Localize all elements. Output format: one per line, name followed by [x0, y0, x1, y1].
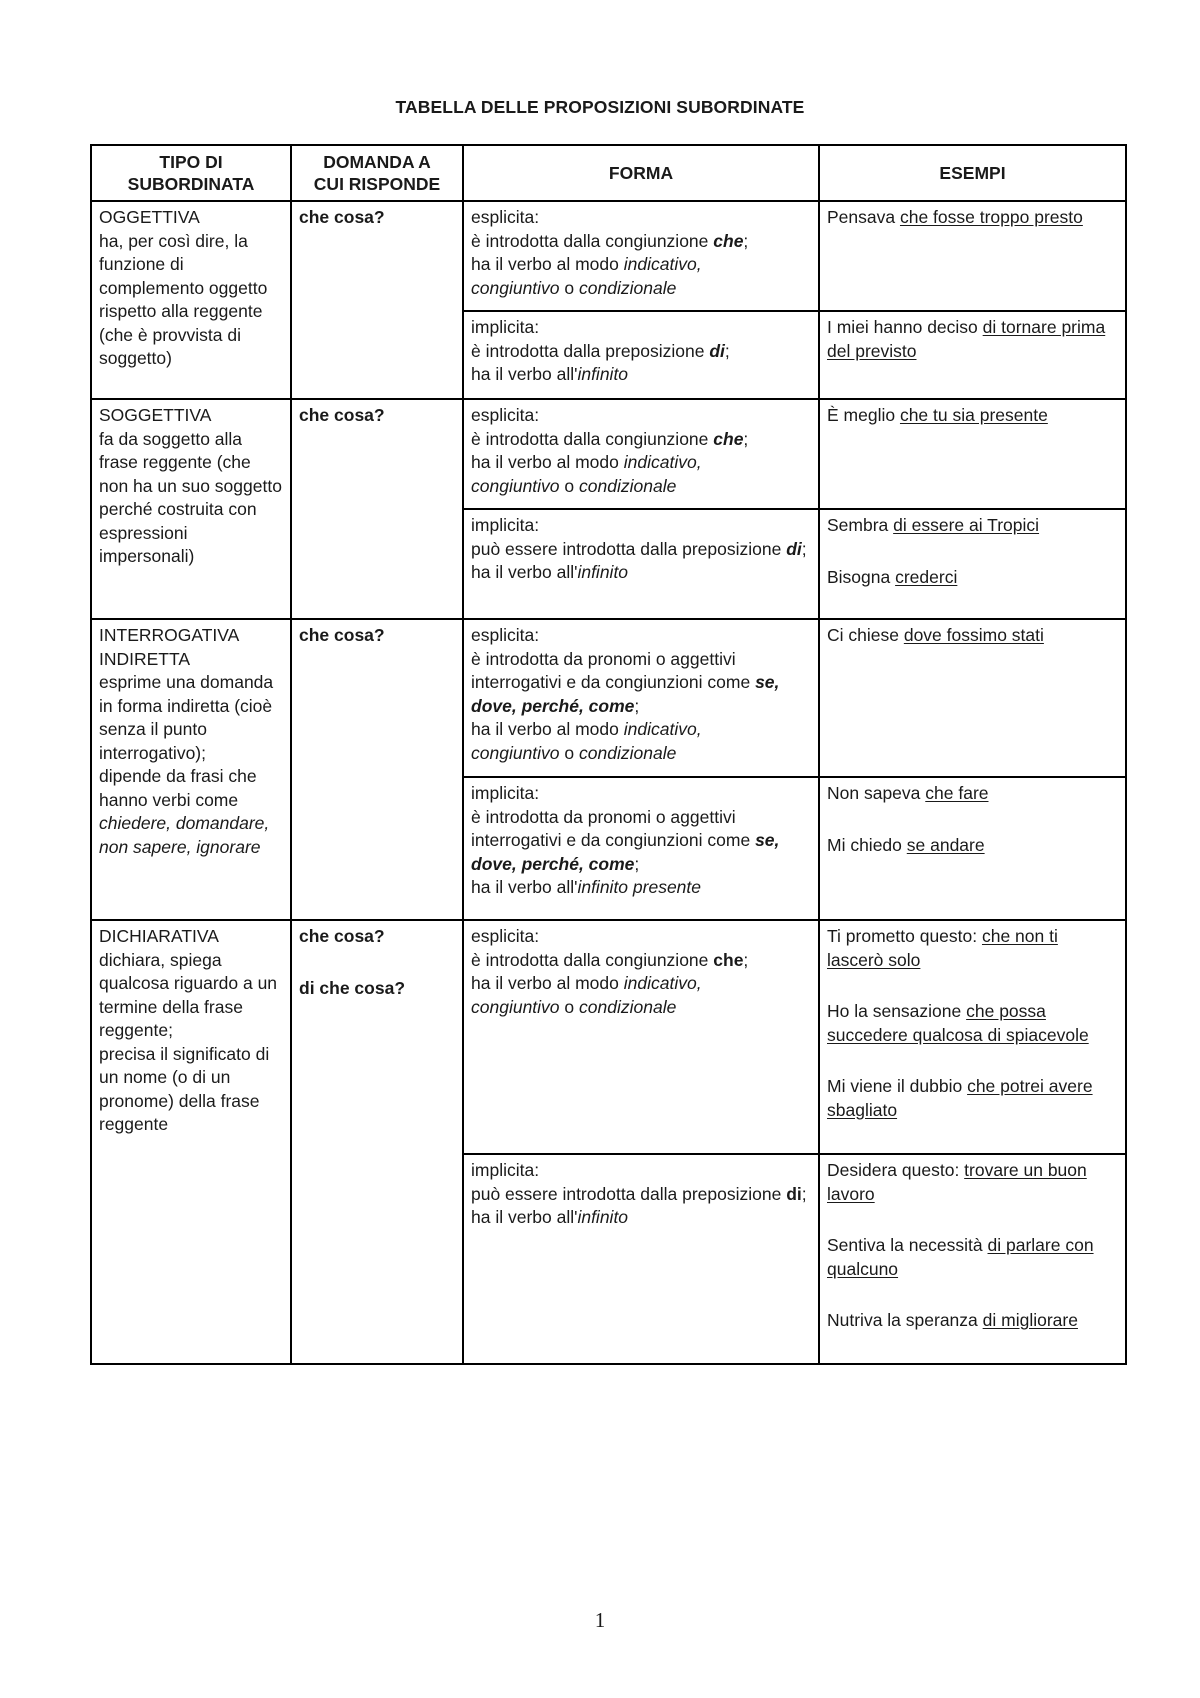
- tipo-cell-soggettiva: [91, 399, 291, 619]
- esempi-implicita-cell: [819, 777, 1126, 920]
- tipo-description: fa da soggetto alla frase reggente (che non ha un suo soggetto perché costruita con espressioni impersonali): [99, 428, 282, 566]
- table-row: [91, 920, 1126, 1154]
- table-row: [91, 619, 1126, 777]
- esempi-esplicita-cell: [819, 201, 1126, 311]
- tipo-description: ha, per così dire, la funzione di complemento oggetto rispetto alla reggente (che è provvista di soggetto): [99, 230, 268, 368]
- header-tipo: TIPO DI SUBORDINATA: [91, 145, 291, 201]
- esempi-implicita-cell: [819, 311, 1126, 399]
- esempi-esplicita-cell: [819, 619, 1126, 777]
- example-text: Non sapeva che fare: [827, 783, 989, 803]
- tipo-name: INTERROGATIVA: [99, 625, 240, 645]
- forma-esplicita-cell: esplicita: è introdotta dalla congiunzione che; ha il verbo al modo indicativo, congiuntivo o condizionale: [463, 399, 819, 509]
- esempi-implicita-cell: [819, 509, 1126, 619]
- table-row: [91, 201, 1126, 311]
- domanda-cell: che cosa? di che cosa?: [291, 920, 463, 1364]
- tipo-cell-oggettiva: [91, 201, 291, 399]
- example-text: Ho la sensazione che possa succedere qualcosa di spiacevole: [827, 1001, 1089, 1045]
- domanda-cell: che cosa?: [291, 619, 463, 920]
- header-domanda: DOMANDA A CUI RISPONDE: [291, 145, 463, 201]
- tipo-cell-dichiarativa: [91, 920, 291, 1364]
- header-esempi: ESEMPI: [819, 145, 1126, 201]
- domanda-cell: che cosa?: [291, 201, 463, 399]
- example-text: Pensava che fosse troppo presto: [827, 207, 1083, 227]
- subordinate-table: [90, 144, 1127, 1365]
- tipo-description-2: dipende da frasi che hanno verbi come chiedere, domandare, non sapere, ignorare: [99, 766, 270, 857]
- esempi-esplicita-cell: [819, 920, 1126, 1154]
- page-title: TABELLA DELLE PROPOSIZIONI SUBORDINATE: [395, 97, 805, 117]
- example-text: Ci chiese dove fossimo stati: [827, 625, 1044, 645]
- forma-implicita-cell: implicita: può essere introdotta dalla preposizione di; ha il verbo all'infinito: [463, 509, 819, 619]
- header-forma: FORMA: [463, 145, 819, 201]
- tipo-description: esprime una domanda in forma indiretta (cioè senza il punto interrogativo);: [99, 672, 274, 763]
- tipo-description: dichiara, spiega qualcosa riguardo a un termine della frase reggente;: [99, 949, 278, 1040]
- example-text: Sembra di essere ai Tropici: [827, 515, 1040, 535]
- tipo-description-2: precisa il significato di un nome (o di un pronome) della frase reggente: [99, 1043, 270, 1134]
- forma-esplicita-cell: esplicita: è introdotta dalla congiunzione che; ha il verbo al modo indicativo, congiuntivo o condizionale: [463, 920, 819, 1154]
- forma-implicita-cell: implicita: può essere introdotta dalla preposizione di; ha il verbo all'infinito: [463, 1154, 819, 1364]
- tipo-name-2: INDIRETTA: [99, 648, 191, 669]
- forma-implicita-cell: implicita: è introdotta da pronomi o aggettivi interrogativi e da congiunzioni come se, dove, perché, come; ha il verbo all'infinito presente: [463, 777, 819, 920]
- forma-esplicita-cell: esplicita: è introdotta dalla congiunzione che; ha il verbo al modo indicativo, congiuntivo o condizionale: [463, 201, 819, 311]
- example-text: Bisogna crederci: [827, 566, 958, 587]
- header-row: [91, 145, 1126, 201]
- domanda-cell: che cosa?: [291, 399, 463, 619]
- example-text: Desidera questo: trovare un buon lavoro: [827, 1160, 1087, 1204]
- tipo-name: DICHIARATIVA: [99, 926, 219, 946]
- tipo-cell-interrogativa: [91, 619, 291, 920]
- example-text: Ti prometto questo: che non ti lascerò solo: [827, 926, 1058, 970]
- example-text: Mi chiedo se andare: [827, 834, 985, 855]
- tipo-name: OGGETTIVA: [99, 207, 200, 227]
- example-text: I miei hanno deciso di tornare prima del previsto: [827, 317, 1106, 361]
- esempi-esplicita-cell: [819, 399, 1126, 509]
- example-text: Mi viene il dubbio che potrei avere sbagliato: [827, 1076, 1093, 1120]
- page-number: 1: [594, 1608, 606, 1632]
- forma-implicita-cell: implicita: è introdotta dalla preposizione di; ha il verbo all'infinito: [463, 311, 819, 399]
- esempi-implicita-cell: [819, 1154, 1126, 1364]
- forma-esplicita-cell: esplicita: è introdotta da pronomi o aggettivi interrogativi e da congiunzioni come se, dove, perché, come; ha il verbo al modo indicativo, congiuntivo o condizionale: [463, 619, 819, 777]
- table-row: [91, 399, 1126, 509]
- example-text: Nutriva la speranza di migliorare: [827, 1310, 1078, 1330]
- example-text: Sentiva la necessità di parlare con qualcuno: [827, 1235, 1094, 1279]
- tipo-name: SOGGETTIVA: [99, 405, 212, 425]
- example-text: È meglio che tu sia presente: [827, 405, 1048, 425]
